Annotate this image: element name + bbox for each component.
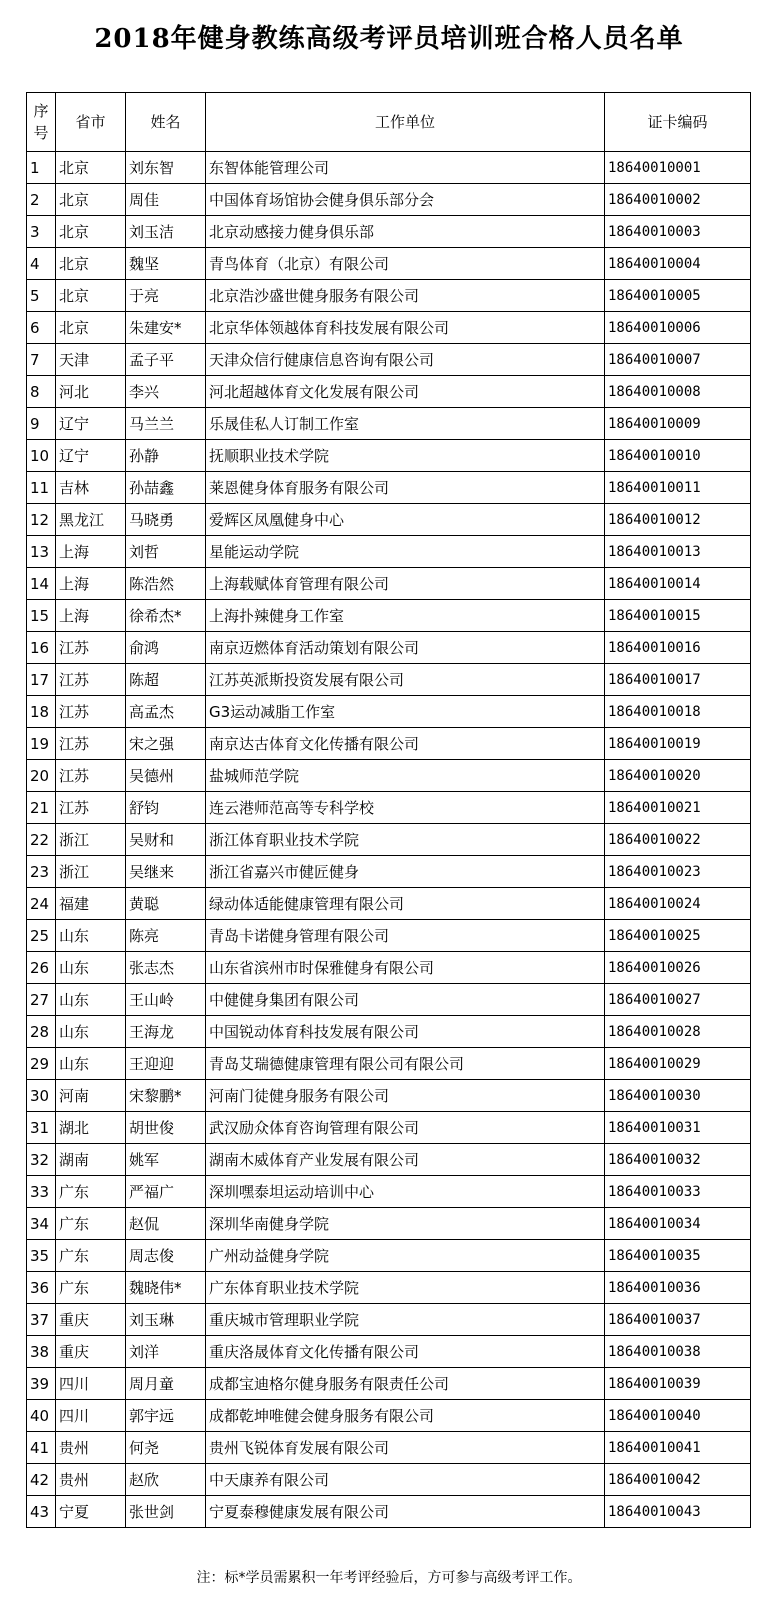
cell-name: 赵欣 xyxy=(126,1464,206,1496)
cell-province: 广东 xyxy=(56,1176,126,1208)
cell-province: 湖北 xyxy=(56,1112,126,1144)
cell-employer: 南京达古体育文化传播有限公司 xyxy=(206,728,605,760)
cell-certificate: 18640010016 xyxy=(605,632,751,664)
cell-certificate: 18640010030 xyxy=(605,1080,751,1112)
table-row xyxy=(27,184,751,216)
cell-name: 张世剑 xyxy=(126,1496,206,1528)
cell-province: 四川 xyxy=(56,1400,126,1432)
cell-certificate: 18640010004 xyxy=(605,248,751,280)
cell-employer: 青岛卡诺健身管理有限公司 xyxy=(206,920,605,952)
cell-name: 舒钧 xyxy=(126,792,206,824)
table-row xyxy=(27,792,751,824)
cell-name: 王山岭 xyxy=(126,984,206,1016)
cell-certificate: 18640010035 xyxy=(605,1240,751,1272)
cell-certificate: 18640010028 xyxy=(605,1016,751,1048)
cell-province: 广东 xyxy=(56,1272,126,1304)
table-row xyxy=(27,376,751,408)
cell-certificate: 18640010036 xyxy=(605,1272,751,1304)
table-row xyxy=(27,408,751,440)
table-row xyxy=(27,1336,751,1368)
cell-seq: 11 xyxy=(27,472,56,504)
cell-certificate: 18640010006 xyxy=(605,312,751,344)
cell-seq: 40 xyxy=(27,1400,56,1432)
cell-employer: 青岛艾瑞德健康管理有限公司有限公司 xyxy=(206,1048,605,1080)
cell-seq: 36 xyxy=(27,1272,56,1304)
cell-name: 孙静 xyxy=(126,440,206,472)
cell-province: 山东 xyxy=(56,984,126,1016)
cell-employer: 成都宝迪格尔健身服务有限责任公司 xyxy=(206,1368,605,1400)
cell-employer: 星能运动学院 xyxy=(206,536,605,568)
table-row xyxy=(27,1464,751,1496)
cell-seq: 1 xyxy=(27,152,56,184)
cell-province: 贵州 xyxy=(56,1432,126,1464)
cell-province: 重庆 xyxy=(56,1336,126,1368)
cell-name: 宋之强 xyxy=(126,728,206,760)
cell-name: 周佳 xyxy=(126,184,206,216)
table-row xyxy=(27,536,751,568)
cell-province: 北京 xyxy=(56,312,126,344)
cell-name: 郭宇远 xyxy=(126,1400,206,1432)
cell-seq: 7 xyxy=(27,344,56,376)
cell-seq: 34 xyxy=(27,1208,56,1240)
cell-province: 北京 xyxy=(56,152,126,184)
cell-province: 辽宁 xyxy=(56,408,126,440)
table-row xyxy=(27,568,751,600)
cell-name: 黄聪 xyxy=(126,888,206,920)
cell-seq: 32 xyxy=(27,1144,56,1176)
cell-employer: 上海载赋体育管理有限公司 xyxy=(206,568,605,600)
cell-name: 张志杰 xyxy=(126,952,206,984)
cell-employer: 深圳华南健身学院 xyxy=(206,1208,605,1240)
cell-seq: 24 xyxy=(27,888,56,920)
cell-certificate: 18640010043 xyxy=(605,1496,751,1528)
cell-employer: 山东省滨州市时保雅健身有限公司 xyxy=(206,952,605,984)
cell-name: 周月童 xyxy=(126,1368,206,1400)
cell-certificate: 18640010026 xyxy=(605,952,751,984)
header-employer: 工作单位 xyxy=(206,93,605,152)
cell-employer: 中国体育场馆协会健身俱乐部分会 xyxy=(206,184,605,216)
cell-seq: 28 xyxy=(27,1016,56,1048)
cell-province: 北京 xyxy=(56,280,126,312)
cell-name: 徐希杰* xyxy=(126,600,206,632)
cell-province: 山东 xyxy=(56,952,126,984)
cell-employer: 广州动益健身学院 xyxy=(206,1240,605,1272)
footnote: 注：标*学员需累积一年考评经验后，方可参与高级考评工作。 xyxy=(196,1570,582,1586)
table-row xyxy=(27,600,751,632)
cell-name: 宋黎鹏* xyxy=(126,1080,206,1112)
cell-certificate: 18640010005 xyxy=(605,280,751,312)
cell-name: 赵侃 xyxy=(126,1208,206,1240)
cell-seq: 2 xyxy=(27,184,56,216)
cell-certificate: 18640010027 xyxy=(605,984,751,1016)
cell-seq: 26 xyxy=(27,952,56,984)
cell-seq: 39 xyxy=(27,1368,56,1400)
table-row xyxy=(27,1176,751,1208)
cell-employer: 宁夏泰穆健康发展有限公司 xyxy=(206,1496,605,1528)
cell-name: 高孟杰 xyxy=(126,696,206,728)
table-row xyxy=(27,1112,751,1144)
cell-name: 朱建安* xyxy=(126,312,206,344)
cell-province: 上海 xyxy=(56,536,126,568)
cell-seq: 12 xyxy=(27,504,56,536)
cell-name: 吴财和 xyxy=(126,824,206,856)
cell-name: 陈亮 xyxy=(126,920,206,952)
table-row xyxy=(27,760,751,792)
cell-certificate: 18640010038 xyxy=(605,1336,751,1368)
cell-certificate: 18640010025 xyxy=(605,920,751,952)
cell-name: 吴继来 xyxy=(126,856,206,888)
cell-employer: 浙江省嘉兴市健匠健身 xyxy=(206,856,605,888)
cell-employer: 河北超越体育文化发展有限公司 xyxy=(206,376,605,408)
cell-name: 刘玉琳 xyxy=(126,1304,206,1336)
table-row xyxy=(27,888,751,920)
table-row xyxy=(27,248,751,280)
cell-certificate: 18640010008 xyxy=(605,376,751,408)
cell-seq: 30 xyxy=(27,1080,56,1112)
cell-employer: 上海扑辣健身工作室 xyxy=(206,600,605,632)
cell-employer: 江苏英派斯投资发展有限公司 xyxy=(206,664,605,696)
cell-certificate: 18640010009 xyxy=(605,408,751,440)
table-row xyxy=(27,344,751,376)
cell-certificate: 18640010019 xyxy=(605,728,751,760)
table-row xyxy=(27,1304,751,1336)
cell-certificate: 18640010014 xyxy=(605,568,751,600)
cell-employer: 贵州飞锐体育发展有限公司 xyxy=(206,1432,605,1464)
cell-employer: 盐城师范学院 xyxy=(206,760,605,792)
cell-certificate: 18640010034 xyxy=(605,1208,751,1240)
cell-certificate: 18640010031 xyxy=(605,1112,751,1144)
cell-employer: 浙江体育职业技术学院 xyxy=(206,824,605,856)
cell-employer: 中健健身集团有限公司 xyxy=(206,984,605,1016)
cell-seq: 35 xyxy=(27,1240,56,1272)
cell-province: 四川 xyxy=(56,1368,126,1400)
roster-table xyxy=(26,92,751,1528)
cell-name: 孟子平 xyxy=(126,344,206,376)
cell-seq: 8 xyxy=(27,376,56,408)
cell-province: 贵州 xyxy=(56,1464,126,1496)
cell-province: 江苏 xyxy=(56,696,126,728)
cell-employer: 武汉励众体育咨询管理有限公司 xyxy=(206,1112,605,1144)
cell-name: 周志俊 xyxy=(126,1240,206,1272)
header-province: 省市 xyxy=(56,93,126,152)
cell-name: 刘哲 xyxy=(126,536,206,568)
cell-employer: 青鸟体育（北京）有限公司 xyxy=(206,248,605,280)
cell-employer: 成都乾坤唯健会健身服务有限公司 xyxy=(206,1400,605,1432)
cell-certificate: 18640010010 xyxy=(605,440,751,472)
header-seq: 序号 xyxy=(27,93,56,152)
cell-province: 黑龙江 xyxy=(56,504,126,536)
cell-province: 江苏 xyxy=(56,664,126,696)
cell-employer: 河南门徒健身服务有限公司 xyxy=(206,1080,605,1112)
table-row xyxy=(27,664,751,696)
table-row xyxy=(27,1144,751,1176)
cell-seq: 6 xyxy=(27,312,56,344)
cell-seq: 15 xyxy=(27,600,56,632)
cell-province: 河南 xyxy=(56,1080,126,1112)
table-row xyxy=(27,824,751,856)
cell-certificate: 18640010029 xyxy=(605,1048,751,1080)
table-row xyxy=(27,280,751,312)
cell-certificate: 18640010020 xyxy=(605,760,751,792)
cell-seq: 23 xyxy=(27,856,56,888)
cell-employer: 北京华体领越体育科技发展有限公司 xyxy=(206,312,605,344)
cell-province: 广东 xyxy=(56,1208,126,1240)
cell-seq: 5 xyxy=(27,280,56,312)
cell-province: 浙江 xyxy=(56,824,126,856)
cell-certificate: 18640010037 xyxy=(605,1304,751,1336)
cell-employer: 连云港师范高等专科学校 xyxy=(206,792,605,824)
table-row xyxy=(27,1080,751,1112)
table-row xyxy=(27,1048,751,1080)
cell-province: 北京 xyxy=(56,184,126,216)
cell-name: 何尧 xyxy=(126,1432,206,1464)
cell-name: 孙喆鑫 xyxy=(126,472,206,504)
cell-province: 湖南 xyxy=(56,1144,126,1176)
table-row xyxy=(27,1432,751,1464)
cell-name: 吴德州 xyxy=(126,760,206,792)
cell-seq: 42 xyxy=(27,1464,56,1496)
cell-name: 陈超 xyxy=(126,664,206,696)
cell-name: 魏坚 xyxy=(126,248,206,280)
cell-employer: 中国锐动体育科技发展有限公司 xyxy=(206,1016,605,1048)
cell-seq: 18 xyxy=(27,696,56,728)
cell-certificate: 18640010001 xyxy=(605,152,751,184)
table-row xyxy=(27,952,751,984)
table-row xyxy=(27,1208,751,1240)
table-row xyxy=(27,312,751,344)
table-row xyxy=(27,632,751,664)
cell-employer: G3运动减脂工作室 xyxy=(206,696,605,728)
cell-employer: 抚顺职业技术学院 xyxy=(206,440,605,472)
cell-seq: 20 xyxy=(27,760,56,792)
cell-name: 刘东智 xyxy=(126,152,206,184)
cell-seq: 14 xyxy=(27,568,56,600)
cell-name: 于亮 xyxy=(126,280,206,312)
cell-seq: 38 xyxy=(27,1336,56,1368)
table-row xyxy=(27,472,751,504)
cell-certificate: 18640010032 xyxy=(605,1144,751,1176)
cell-employer: 广东体育职业技术学院 xyxy=(206,1272,605,1304)
cell-province: 广东 xyxy=(56,1240,126,1272)
cell-province: 上海 xyxy=(56,600,126,632)
cell-province: 河北 xyxy=(56,376,126,408)
cell-name: 王海龙 xyxy=(126,1016,206,1048)
cell-employer: 乐晟佳私人订制工作室 xyxy=(206,408,605,440)
cell-province: 北京 xyxy=(56,216,126,248)
table-row xyxy=(27,216,751,248)
cell-name: 姚军 xyxy=(126,1144,206,1176)
cell-name: 陈浩然 xyxy=(126,568,206,600)
cell-certificate: 18640010040 xyxy=(605,1400,751,1432)
cell-name: 魏晓伟* xyxy=(126,1272,206,1304)
cell-seq: 10 xyxy=(27,440,56,472)
cell-employer: 爱辉区凤凰健身中心 xyxy=(206,504,605,536)
cell-seq: 22 xyxy=(27,824,56,856)
cell-employer: 绿动体适能健康管理有限公司 xyxy=(206,888,605,920)
cell-certificate: 18640010041 xyxy=(605,1432,751,1464)
cell-certificate: 18640010033 xyxy=(605,1176,751,1208)
cell-name: 严福广 xyxy=(126,1176,206,1208)
cell-province: 江苏 xyxy=(56,728,126,760)
cell-seq: 43 xyxy=(27,1496,56,1528)
cell-seq: 33 xyxy=(27,1176,56,1208)
cell-seq: 9 xyxy=(27,408,56,440)
cell-name: 马兰兰 xyxy=(126,408,206,440)
cell-employer: 重庆洛晟体育文化传播有限公司 xyxy=(206,1336,605,1368)
cell-province: 宁夏 xyxy=(56,1496,126,1528)
cell-employer: 莱恩健身体育服务有限公司 xyxy=(206,472,605,504)
table-row xyxy=(27,1272,751,1304)
cell-name: 胡世俊 xyxy=(126,1112,206,1144)
cell-province: 山东 xyxy=(56,920,126,952)
cell-seq: 31 xyxy=(27,1112,56,1144)
cell-certificate: 18640010003 xyxy=(605,216,751,248)
cell-province: 辽宁 xyxy=(56,440,126,472)
cell-certificate: 18640010021 xyxy=(605,792,751,824)
table-row xyxy=(27,1496,751,1528)
header-certificate: 证卡编码 xyxy=(605,93,751,152)
cell-employer: 湖南木威体育产业发展有限公司 xyxy=(206,1144,605,1176)
header-row xyxy=(27,93,751,152)
cell-seq: 21 xyxy=(27,792,56,824)
cell-seq: 19 xyxy=(27,728,56,760)
cell-name: 马晓勇 xyxy=(126,504,206,536)
cell-certificate: 18640010042 xyxy=(605,1464,751,1496)
cell-certificate: 18640010002 xyxy=(605,184,751,216)
cell-employer: 东智体能管理公司 xyxy=(206,152,605,184)
cell-seq: 27 xyxy=(27,984,56,1016)
cell-seq: 4 xyxy=(27,248,56,280)
cell-certificate: 18640010015 xyxy=(605,600,751,632)
cell-name: 刘玉洁 xyxy=(126,216,206,248)
header-name: 姓名 xyxy=(126,93,206,152)
table-row xyxy=(27,504,751,536)
cell-name: 刘洋 xyxy=(126,1336,206,1368)
cell-province: 山东 xyxy=(56,1016,126,1048)
cell-employer: 南京迈燃体育活动策划有限公司 xyxy=(206,632,605,664)
cell-certificate: 18640010013 xyxy=(605,536,751,568)
table-row xyxy=(27,920,751,952)
page-title: 2018年健身教练高级考评员培训班合格人员名单 xyxy=(94,24,684,54)
cell-seq: 3 xyxy=(27,216,56,248)
cell-employer: 重庆城市管理职业学院 xyxy=(206,1304,605,1336)
cell-certificate: 18640010018 xyxy=(605,696,751,728)
cell-province: 北京 xyxy=(56,248,126,280)
table-row xyxy=(27,856,751,888)
cell-certificate: 18640010012 xyxy=(605,504,751,536)
cell-province: 山东 xyxy=(56,1048,126,1080)
table-row xyxy=(27,152,751,184)
cell-province: 天津 xyxy=(56,344,126,376)
cell-province: 福建 xyxy=(56,888,126,920)
cell-certificate: 18640010017 xyxy=(605,664,751,696)
cell-seq: 37 xyxy=(27,1304,56,1336)
cell-seq: 13 xyxy=(27,536,56,568)
cell-province: 浙江 xyxy=(56,856,126,888)
cell-certificate: 18640010023 xyxy=(605,856,751,888)
table-row xyxy=(27,440,751,472)
cell-seq: 25 xyxy=(27,920,56,952)
cell-province: 江苏 xyxy=(56,760,126,792)
cell-name: 俞鸿 xyxy=(126,632,206,664)
cell-name: 王迎迎 xyxy=(126,1048,206,1080)
table-row xyxy=(27,984,751,1016)
cell-seq: 16 xyxy=(27,632,56,664)
table-row xyxy=(27,1368,751,1400)
cell-certificate: 18640010011 xyxy=(605,472,751,504)
table-row xyxy=(27,728,751,760)
cell-employer: 北京浩沙盛世健身服务有限公司 xyxy=(206,280,605,312)
cell-seq: 41 xyxy=(27,1432,56,1464)
cell-province: 江苏 xyxy=(56,632,126,664)
cell-certificate: 18640010024 xyxy=(605,888,751,920)
table-row xyxy=(27,1400,751,1432)
cell-province: 江苏 xyxy=(56,792,126,824)
cell-name: 李兴 xyxy=(126,376,206,408)
cell-certificate: 18640010039 xyxy=(605,1368,751,1400)
cell-seq: 17 xyxy=(27,664,56,696)
cell-employer: 北京动感接力健身俱乐部 xyxy=(206,216,605,248)
cell-certificate: 18640010007 xyxy=(605,344,751,376)
cell-employer: 中天康养有限公司 xyxy=(206,1464,605,1496)
table-row xyxy=(27,1016,751,1048)
cell-province: 上海 xyxy=(56,568,126,600)
cell-province: 重庆 xyxy=(56,1304,126,1336)
cell-employer: 天津众信行健康信息咨询有限公司 xyxy=(206,344,605,376)
cell-certificate: 18640010022 xyxy=(605,824,751,856)
cell-employer: 深圳嘿泰坦运动培训中心 xyxy=(206,1176,605,1208)
table-row xyxy=(27,696,751,728)
cell-province: 吉林 xyxy=(56,472,126,504)
table-row xyxy=(27,1240,751,1272)
cell-seq: 29 xyxy=(27,1048,56,1080)
